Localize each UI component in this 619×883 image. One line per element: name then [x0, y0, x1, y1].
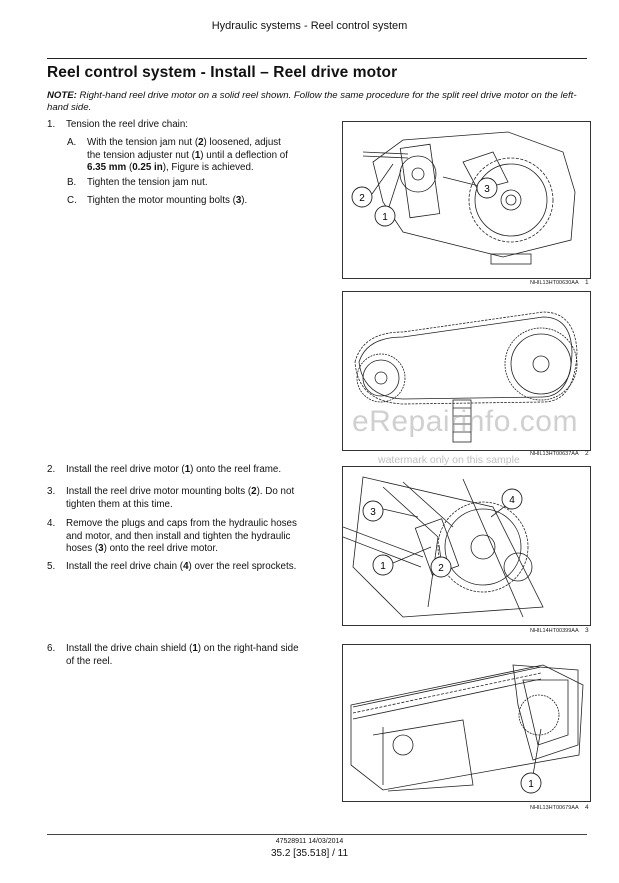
figure-number: 1 — [585, 279, 589, 286]
callout-label: 1 — [380, 561, 386, 572]
reel-drive-motor-installation-illustration — [343, 467, 590, 625]
substep-line: With the tension jam nut (2) loosened, adjust — [87, 137, 281, 148]
step-line: tighten them at this time. — [66, 498, 173, 510]
step-6 — [47, 643, 337, 669]
substep-number: B. — [67, 177, 77, 188]
substep-a — [47, 137, 327, 177]
step-number: 4. — [47, 518, 56, 529]
callout-label: 2 — [438, 563, 444, 574]
drive-chain-shield-illustration — [343, 645, 590, 801]
step-number: 2. — [47, 464, 56, 475]
step-4 — [47, 518, 337, 556]
callout-label: 1 — [382, 212, 388, 223]
callout-label: 2 — [359, 193, 365, 204]
figure-3 — [342, 466, 591, 626]
running-header: Hydraulic systems - Reel control system — [211, 20, 408, 32]
substep-number: A. — [67, 137, 77, 148]
step-number: 6. — [47, 643, 56, 654]
step-3 — [47, 486, 337, 512]
figure-code: NHIL13HT00637AA — [530, 451, 579, 457]
step-text: Tension the reel drive chain: — [66, 119, 188, 130]
figure-number: 2 — [585, 450, 589, 457]
step-number: 5. — [47, 561, 56, 572]
figure-code: NHIL13HT00679AA — [530, 805, 579, 811]
callout-label: 3 — [370, 507, 376, 518]
step-line: Install the reel drive motor mounting bolts (2). Do not — [66, 486, 295, 497]
watermark-notice: watermark only on this sample — [378, 454, 520, 466]
callout-label: 3 — [484, 184, 490, 195]
step-text: Install the reel drive motor (1) onto the reel frame. — [66, 464, 282, 475]
callout-label: 1 — [528, 779, 534, 790]
step-line: hoses (3) onto the reel drive motor. — [66, 543, 218, 554]
substep-text: Tighten the motor mounting bolts (3). — [87, 195, 248, 206]
figure-1 — [342, 121, 591, 279]
step-line: of the reel. — [66, 655, 113, 667]
note-label: NOTE: — [47, 90, 77, 101]
note — [47, 90, 592, 114]
section-title: Reel control system - Install – Reel drive motor — [47, 58, 587, 82]
note-text: Right-hand reel drive motor on a solid reel shown. Follow the same procedure for the split reel drive motor on the left-hand side. — [47, 90, 577, 113]
step-line: Install the drive chain shield (1) on the right-hand side — [66, 643, 299, 654]
step-line: and motor, and then install and tighten the hydraulic — [66, 530, 291, 542]
footer-page-number: 35.2 [35.518] / 11 — [270, 848, 349, 859]
callout-label: 4 — [509, 495, 515, 506]
substep-number: C. — [67, 195, 77, 206]
reel-drive-chain-tension-illustration — [343, 122, 590, 278]
figure-code: NHIL14HT00399AA — [530, 628, 579, 634]
substep-line: the tension adjuster nut (1) until a deflection of — [87, 149, 288, 161]
figure-number: 3 — [585, 627, 589, 634]
figure-4 — [342, 644, 591, 802]
watermark-site: eRepairinfo.com — [352, 405, 578, 438]
step-number: 1. — [47, 119, 56, 130]
footer-doc-ref: 47528911 14/03/2014 — [275, 838, 344, 845]
step-text: Install the reel drive chain (4) over the reel sprockets. — [66, 561, 297, 572]
footer-rule — [47, 834, 587, 835]
figure-code: NHIL13HT00630AA — [530, 280, 579, 286]
step-line: Remove the plugs and caps from the hydraulic hoses — [66, 518, 297, 529]
figure-number: 4 — [585, 804, 589, 811]
step-number: 3. — [47, 486, 56, 497]
substep-line: 6.35 mm (0.25 in), Figure is achieved. — [87, 162, 254, 173]
substep-text: Tighten the tension jam nut. — [87, 177, 208, 188]
